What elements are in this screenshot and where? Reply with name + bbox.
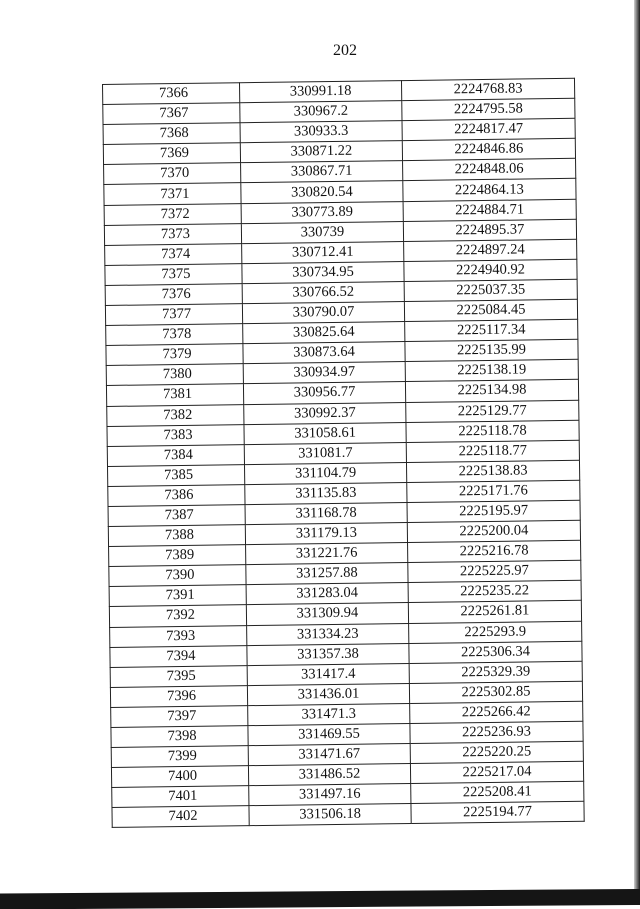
y-coordinate-cell: 2224846.86 [402,139,575,161]
y-coordinate-cell: 2224817.47 [402,118,575,140]
x-coordinate-cell: 331257.88 [246,563,408,585]
x-coordinate-cell: 330739 [241,221,403,243]
y-coordinate-cell: 2225261.81 [408,601,581,623]
y-coordinate-cell: 2225138.19 [405,360,578,382]
x-coordinate-cell: 331506.18 [249,804,411,826]
x-coordinate-cell: 330825.64 [243,322,405,344]
point-id-cell: 7379 [106,344,243,366]
x-coordinate-cell: 330773.89 [241,201,403,223]
point-id-cell: 7380 [106,364,243,386]
scan-edge-right [634,0,640,905]
point-id-cell: 7366 [103,83,240,105]
point-id-cell: 7381 [106,384,243,406]
point-id-cell: 7373 [104,223,241,245]
x-coordinate-cell: 330991.18 [239,81,401,103]
y-coordinate-cell: 2225225.97 [408,561,581,583]
point-id-cell: 7389 [109,545,246,567]
y-coordinate-cell: 2225306.34 [409,641,582,663]
y-coordinate-cell: 2225129.77 [406,400,579,422]
point-id-cell: 7378 [106,324,243,346]
y-coordinate-cell: 2225216.78 [408,540,581,562]
y-coordinate-cell: 2225171.76 [407,480,580,502]
point-id-cell: 7383 [107,424,244,446]
y-coordinate-cell: 2224897.24 [404,239,577,261]
x-coordinate-cell: 330934.97 [243,362,405,384]
x-coordinate-cell: 331471.67 [248,744,410,766]
point-id-cell: 7396 [110,685,247,707]
x-coordinate-cell: 331486.52 [248,764,410,786]
x-coordinate-cell: 330820.54 [241,181,403,203]
y-coordinate-cell: 2225118.77 [406,440,579,462]
y-coordinate-cell: 2225117.34 [405,319,578,341]
y-coordinate-cell: 2224864.13 [403,179,576,201]
x-coordinate-cell: 331417.4 [247,663,409,685]
point-id-cell: 7388 [108,525,245,547]
y-coordinate-cell: 2225135.99 [405,340,578,362]
x-coordinate-cell: 330766.52 [242,281,404,303]
x-coordinate-cell: 331471.3 [248,703,410,725]
point-id-cell: 7367 [103,103,240,125]
y-coordinate-cell: 2225200.04 [407,520,580,542]
x-coordinate-cell: 330734.95 [242,261,404,283]
y-coordinate-cell: 2224795.58 [402,98,575,120]
point-id-cell: 7400 [111,766,248,788]
point-id-cell: 7390 [109,565,246,587]
y-coordinate-cell: 2224848.06 [403,159,576,181]
y-coordinate-cell: 2225134.98 [405,380,578,402]
y-coordinate-cell: 2224895.37 [403,219,576,241]
y-coordinate-cell: 2225293.9 [409,621,582,643]
x-coordinate-cell: 331081.7 [244,442,406,464]
coordinate-table [102,78,585,829]
x-coordinate-cell: 330790.07 [242,302,404,324]
x-coordinate-cell: 331497.16 [249,784,411,806]
point-id-cell: 7391 [109,585,246,607]
x-coordinate-cell: 331436.01 [247,683,409,705]
point-id-cell: 7395 [110,665,247,687]
point-id-cell: 7399 [111,746,248,768]
x-coordinate-cell: 331179.13 [245,523,407,545]
y-coordinate-cell: 2224768.83 [401,78,574,100]
point-id-cell: 7402 [112,806,249,828]
x-coordinate-cell: 330967.2 [240,101,402,123]
point-id-cell: 7401 [112,786,249,808]
x-coordinate-cell: 330992.37 [244,402,406,424]
point-id-cell: 7374 [105,243,242,265]
y-coordinate-cell: 2225037.35 [404,279,577,301]
point-id-cell: 7387 [108,505,245,527]
x-coordinate-cell: 331168.78 [245,503,407,525]
point-id-cell: 7368 [103,123,240,145]
x-coordinate-cell: 331104.79 [244,462,406,484]
point-id-cell: 7397 [111,706,248,728]
y-coordinate-cell: 2225208.41 [411,782,584,804]
point-id-cell: 7372 [104,203,241,225]
point-id-cell: 7393 [110,625,247,647]
x-coordinate-cell: 331469.55 [248,724,410,746]
point-id-cell: 7394 [110,645,247,667]
x-coordinate-cell: 331283.04 [246,583,408,605]
point-id-cell: 7369 [103,143,240,165]
y-coordinate-cell: 2225084.45 [404,299,577,321]
point-id-cell: 7386 [108,485,245,507]
x-coordinate-cell: 331357.38 [247,643,409,665]
x-coordinate-cell: 330867.71 [241,161,403,183]
y-coordinate-cell: 2224940.92 [404,259,577,281]
y-coordinate-cell: 2225235.22 [408,581,581,603]
x-coordinate-cell: 331309.94 [246,603,408,625]
point-id-cell: 7398 [111,726,248,748]
point-id-cell: 7371 [104,183,241,205]
y-coordinate-cell: 2225266.42 [410,701,583,723]
x-coordinate-cell: 331135.83 [245,482,407,504]
x-coordinate-cell: 330712.41 [242,241,404,263]
point-id-cell: 7385 [108,464,245,486]
x-coordinate-cell: 331221.76 [246,543,408,565]
y-coordinate-cell: 2225302.85 [409,681,582,703]
point-id-cell: 7376 [105,284,242,306]
y-coordinate-cell: 2225217.04 [410,761,583,783]
point-id-cell: 7375 [105,264,242,286]
x-coordinate-cell: 330933.3 [240,121,402,143]
point-id-cell: 7370 [104,163,241,185]
x-coordinate-cell: 330873.64 [243,342,405,364]
y-coordinate-cell: 2225236.93 [410,721,583,743]
x-coordinate-cell: 330956.77 [243,382,405,404]
y-coordinate-cell: 2225138.83 [406,460,579,482]
x-coordinate-cell: 330871.22 [240,141,402,163]
x-coordinate-cell: 331334.23 [247,623,409,645]
page-number: 202 [333,42,357,59]
point-id-cell: 7392 [109,605,246,627]
x-coordinate-cell: 331058.61 [244,422,406,444]
point-id-cell: 7384 [107,444,244,466]
y-coordinate-cell: 2225329.39 [409,661,582,683]
y-coordinate-cell: 2225195.97 [407,500,580,522]
point-id-cell: 7377 [105,304,242,326]
y-coordinate-cell: 2225118.78 [406,420,579,442]
y-coordinate-cell: 2225220.25 [410,741,583,763]
y-coordinate-cell: 2224884.71 [403,199,576,221]
coordinate-table-container [102,78,584,829]
y-coordinate-cell: 2225194.77 [411,802,584,824]
coordinate-table-body [103,78,585,828]
scan-edge-bottom [0,889,640,909]
point-id-cell: 7382 [107,404,244,426]
